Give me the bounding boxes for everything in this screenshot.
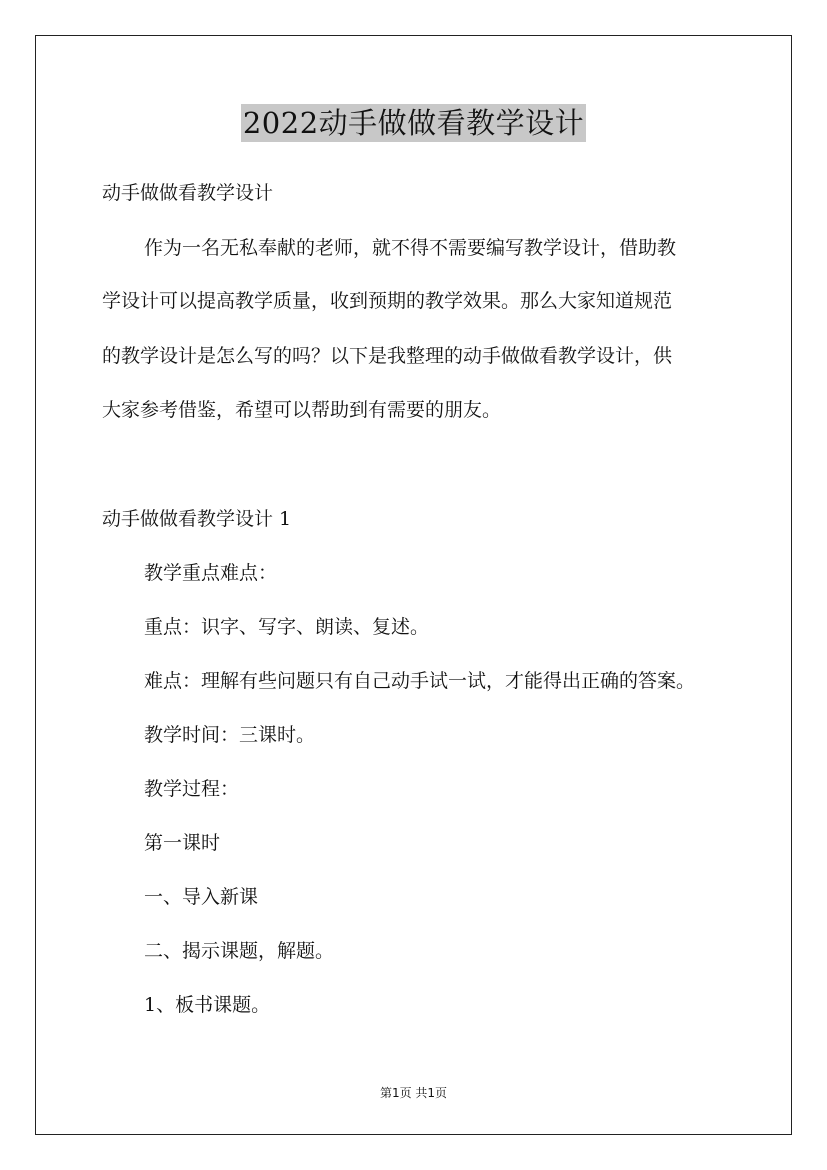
- body-line-step-one: 一、导入新课: [144, 886, 259, 908]
- title-container: [0, 104, 827, 142]
- page-footer: 第1页 共1页: [379, 1086, 448, 1100]
- intro-line-3: 的教学设计是怎么写的吗？以下是我整理的动手做做看教学设计，供: [102, 345, 673, 367]
- intro-line-1: 作为一名无私奉献的老师，就不得不需要编写教学设计，借助教: [144, 237, 677, 259]
- section-heading: 动手做做看教学设计 1: [102, 508, 292, 530]
- body-line-focus: 重点：识字、写字、朗读、复述。: [144, 616, 430, 638]
- document-title: 2022动手做做看教学设计: [242, 106, 585, 140]
- intro-line-2: 学设计可以提高教学质量，收到预期的教学效果。那么大家知道规范: [102, 290, 673, 312]
- body-line-substep-one: 1、板书课题。: [144, 994, 271, 1016]
- intro-line-4: 大家参考借鉴，希望可以帮助到有需要的朋友。: [102, 399, 502, 421]
- document-subtitle: 动手做做看教学设计: [102, 182, 274, 204]
- body-line-time: 教学时间：三课时。: [144, 724, 316, 746]
- body-line-process: 教学过程：: [144, 778, 240, 800]
- body-line-difficulty: 难点：理解有些问题只有自己动手试一试，才能得出正确的答案。: [144, 670, 696, 692]
- body-line-key-points: 教学重点难点：: [144, 562, 278, 584]
- body-line-lesson-one: 第一课时: [144, 832, 221, 854]
- body-line-step-two: 二、揭示课题，解题。: [144, 940, 335, 962]
